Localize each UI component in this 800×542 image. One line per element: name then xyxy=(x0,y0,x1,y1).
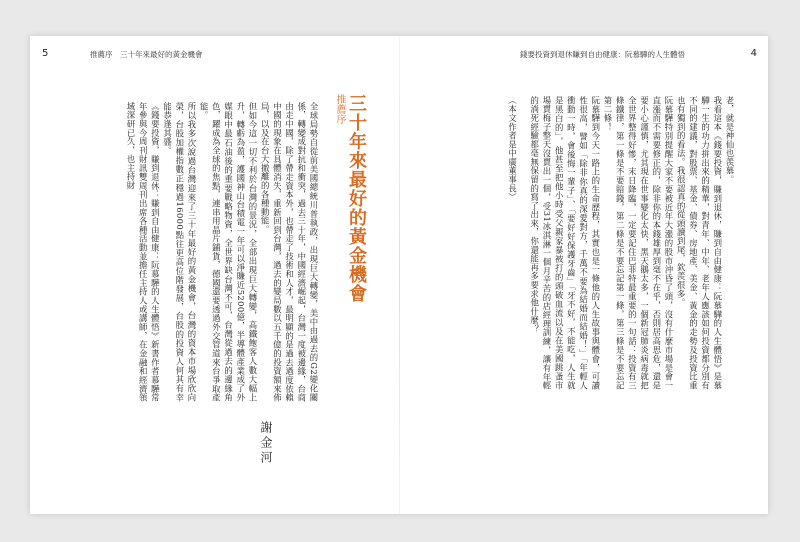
closing-note: （本文作者是中廣董事長） xyxy=(507,96,518,202)
right-page xyxy=(400,36,769,514)
paragraph: 我看這本《錢要投資，賺到退休，賺到自由健康：阮慕驊的人生體悟》是慕驊一生的功力拼出來的精華，對青年、中年、老年人應該如何投資都分別有不同的建議，對股票、基金、債券、房地產、美金、黃金的走勢及投資比重也有獨到的看法。我很認真的從頭讀到尾，欽羨很多。 xyxy=(676,96,723,390)
paragraph: 阮慕驊到今天一路上的生命歷程，其實也是一條他的人生故事與體會，可讀性很高，譬如「除非你真的深愛對方，千萬不要為結婚而結婚！」「年輕人衝動一時，會後悔一輩子」、「要好好保護牙齒」「牙不好，不能吃，人生就是黑白的」，他甚至把他小時受父親家暴被打的頭破血流以及在美國跳蚤市場賣梅子整天沒賣出一個，受31冰淇淋一個月辛苦的店經理訓練，讓有年輕的淌死經驗都毫無保留的寫了出來，你還能再多要求他什麼？ xyxy=(529,96,601,390)
body-text xyxy=(52,102,320,402)
book-spread xyxy=(30,36,768,514)
left-page xyxy=(30,36,399,514)
running-title: 推薦序 三十年來最好的黃金機會 xyxy=(90,50,203,59)
paragraph: 《錢要投資，賺到退休：賺到自由健康：阮慕驊的人生體悟》新書作者慕驊常年參與今周刊財訊雙周刊出席各種活動並擔任主持人或講師，在金融和經濟領域深研已久，也主持財 xyxy=(125,102,161,402)
paragraph: 老，就是神仙也羡慕。 xyxy=(725,96,735,184)
series-label: 推薦序 xyxy=(334,94,345,124)
page-number: 4 xyxy=(750,48,757,59)
paragraph: 阮慕驊特別提醒大家不要被近年大漲的股市沖昏了頭，沒有什麼市場是會一直漲而不需要修正的，除非你的本錢雄厚到毫不在乎，否則居高思危，還是要小心謹慎，尤其現在世事變化太快，黑天鵝太多，一個新冠肺炎病毒就把全世界整得好慘，末日降臨，一定要記住巴菲特最重要的一句話：投資有三條鐵律，第一條是不要賠錢，第二條是不要忘記第一條，第三條是不要忘記第二條！ xyxy=(602,96,674,390)
running-title: 錢要投資到退休賺到自由健康：阮慕驊的人生體悟 xyxy=(520,50,685,59)
author-name: 謝金河 xyxy=(259,421,273,466)
paragraph: 但如今這一切不利於台灣的景況，全部出現巨大轉變，高鐵飽客人數大幅上升，轉虧為盈，護國神山台積電一年可以淨賺近5200億，半導體產業成了外媒眼中最石油後的重要戰略物資，全世界缺台灣不可，台灣從過去的邊緣角色，躍成為全球的焦點，連串用晶片鋪貨，德國還要透過外交管道來台爭取產能。 xyxy=(199,102,258,402)
body-text xyxy=(440,96,736,390)
paragraph: 所以我多次說過台灣迎來了三十年最好的黃金機會，台灣的資本市場欣欣向榮，台股加權指數正穩過16000點往更高位階發展，台股的投資人何其有幸能恭逢其盛。 xyxy=(162,102,197,402)
chapter-title: 三十年來最好的黃金機會 xyxy=(346,94,367,303)
paragraph: 全球局勢自從前美國總統川普執政，出現巨大轉變，美中由過去的G2變化關係，轉變成對抗和衝突，過去三十年，中國經濟崛起，台灣一度被邊緣，台商由走中國，除了帶走資本外，也帶走了技術和人才，最明顯的是過去過度依賴中國的現象在具體消失，重新回到台灣，過去的變局數以五千億的投資額來佈局，以及在台大撤離的各種動能。 xyxy=(260,102,319,402)
page-number: 5 xyxy=(42,48,49,59)
